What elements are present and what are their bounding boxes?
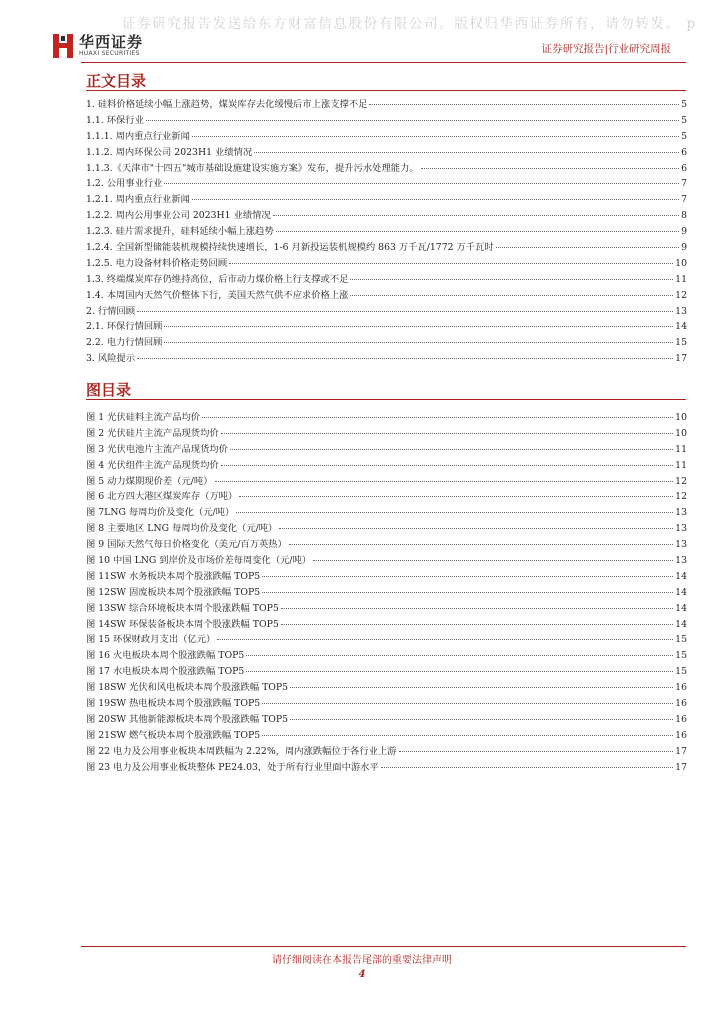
figure-entry-text: 图 1 光伏硅料主流产品均价 xyxy=(86,412,201,423)
figure-entry-page: 14 xyxy=(675,586,687,598)
toc-entry[interactable] xyxy=(86,175,687,191)
figure-entry-text: 图 14SW 环保装备板块本周个股涨跌幅 TOP5 xyxy=(86,618,279,630)
watermark-text: 证券研究报告发送给东方财富信息股份有限公司。版权归华西证券所有，请勿转发。 p xyxy=(122,16,697,32)
dot-leader xyxy=(202,417,673,418)
toc-entry[interactable] xyxy=(86,271,687,287)
dot-leader xyxy=(276,231,679,232)
dot-leader xyxy=(496,247,679,248)
figure-entry-page: 14 xyxy=(675,602,687,614)
toc-entry-page: 7 xyxy=(681,178,687,190)
dot-leader xyxy=(137,358,673,359)
dot-leader xyxy=(421,168,679,169)
figure-entry-page: 10 xyxy=(675,412,687,423)
toc-entry[interactable] xyxy=(86,334,687,350)
dot-leader xyxy=(350,295,673,296)
figure-entry[interactable] xyxy=(86,695,687,711)
dot-leader xyxy=(236,512,673,513)
figure-entry-page: 17 xyxy=(675,761,687,773)
toc-entry-text: 1.2.5. 电力设备材料价格走势回顾 xyxy=(86,257,228,269)
toc-entry-text: 1.2.1. 周内重点行业新闻 xyxy=(86,194,190,206)
dot-leader xyxy=(262,576,673,577)
figure-entry-text: 图 6 北方四大港区煤炭库存（万吨） xyxy=(86,491,238,503)
dot-leader xyxy=(369,104,679,105)
dot-leader xyxy=(221,465,673,466)
toc-entry-page: 8 xyxy=(681,210,687,222)
figure-entry-page: 13 xyxy=(675,555,687,567)
figure-entry-text: 图 5 动力煤期现价差（元/吨） xyxy=(86,475,213,487)
figure-entry-page: 10 xyxy=(675,427,687,439)
header-divider xyxy=(81,62,686,63)
toc-entry[interactable] xyxy=(86,128,687,144)
dot-leader xyxy=(192,136,679,137)
figure-entry-text: 图 13SW 综合环境板块本周个股涨跌幅 TOP5 xyxy=(86,602,279,614)
dot-leader xyxy=(290,719,673,720)
figure-entry[interactable] xyxy=(86,743,687,759)
toc-entry-page: 10 xyxy=(675,257,687,269)
toc-entry[interactable] xyxy=(86,287,687,303)
figure-entry-page: 16 xyxy=(675,698,687,710)
toc-entry-page: 12 xyxy=(675,289,687,301)
dot-leader xyxy=(229,263,673,264)
toc-entry-text: 2.2. 电力行情回顾 xyxy=(86,337,163,349)
toc-entry-page: 7 xyxy=(681,194,687,206)
figure-entry-text: 图 21SW 燃气板块本周个股涨跌幅 TOP5 xyxy=(86,729,261,741)
figure-entry-page: 16 xyxy=(675,729,687,741)
toc-entry-text: 1.1. 环保行业 xyxy=(86,114,144,126)
dot-leader xyxy=(230,449,673,450)
dot-leader xyxy=(137,311,673,312)
toc-entry-page: 9 xyxy=(681,226,687,238)
figure-entry[interactable] xyxy=(86,647,687,663)
toc-entry-page: 15 xyxy=(675,337,687,349)
company-logo xyxy=(52,33,143,59)
toc-entry[interactable] xyxy=(86,207,687,223)
dot-leader xyxy=(399,751,674,752)
figure-entry-text: 图 18SW 光伏和风电板块本周个股涨跌幅 TOP5 xyxy=(86,682,289,694)
figure-entry-page: 15 xyxy=(675,650,687,662)
dot-leader xyxy=(164,326,673,327)
page-number: 4 xyxy=(358,969,366,980)
figure-entry-text: 图 8 主要地区 LNG 每周均价及变化（元/吨） xyxy=(86,523,278,535)
toc-entry-text: 1.4. 本周国内天然气价整体下行，美国天然气供不应求价格上涨 xyxy=(86,289,349,301)
dot-leader xyxy=(262,592,673,593)
dot-leader xyxy=(221,433,673,434)
figure-list xyxy=(86,409,687,774)
toc-entry-text: 1.1.1. 周内重点行业新闻 xyxy=(86,130,190,142)
toc-entry-page: 11 xyxy=(675,273,687,285)
figure-entry-page: 13 xyxy=(675,539,687,551)
figure-entry-page: 12 xyxy=(675,475,687,487)
toc-entry[interactable] xyxy=(86,318,687,334)
figure-entry[interactable] xyxy=(86,759,687,775)
figure-entry-text: 图 11SW 水务板块本周个股涨跌幅 TOP5 xyxy=(86,570,261,582)
figure-entry[interactable] xyxy=(86,457,687,473)
figure-entry-page: 15 xyxy=(675,634,687,646)
figure-entry-text: 图 12SW 固废板块本周个股涨跌幅 TOP5 xyxy=(86,586,261,598)
dot-leader xyxy=(289,544,673,545)
toc-entry[interactable] xyxy=(86,160,687,176)
figure-entry-page: 11 xyxy=(675,459,687,471)
figure-entry-text: 图 10 中国 LNG 到岸价及市场价差每周变化（元/吨） xyxy=(86,555,312,567)
dot-leader xyxy=(290,687,673,688)
figure-entry-text: 图 23 电力及公用事业板块整体 PE24.03，处于所有行业里面中游水平 xyxy=(86,761,379,773)
toc-title: 正文目录 xyxy=(86,72,147,90)
figure-title-divider xyxy=(86,399,686,400)
dot-leader xyxy=(279,528,673,529)
toc-entry-text: 2. 行情回顾 xyxy=(86,305,136,317)
toc-list xyxy=(86,96,687,366)
figure-entry-text: 图 20SW 其他新能源板块本周个股涨跌幅 TOP5 xyxy=(86,713,289,725)
toc-entry[interactable] xyxy=(86,191,687,207)
legal-notice: 请仔细阅读在本报告尾部的重要法律声明 xyxy=(272,955,452,966)
dot-leader xyxy=(262,703,673,704)
toc-entry-text: 1.2.3. 硅片需求提升，硅料延续小幅上涨趋势 xyxy=(86,226,274,238)
toc-entry[interactable] xyxy=(86,112,687,128)
figure-entry-text: 图 3 光伏电池片主流产品现货均价 xyxy=(86,443,228,455)
dot-leader xyxy=(164,183,679,184)
figure-entry-page: 14 xyxy=(675,618,687,630)
toc-entry[interactable] xyxy=(86,96,687,112)
dot-leader xyxy=(350,279,673,280)
dot-leader xyxy=(215,481,674,482)
dot-leader xyxy=(281,608,673,609)
toc-entry[interactable] xyxy=(86,303,687,319)
figure-entry[interactable] xyxy=(86,536,687,552)
figure-entry[interactable] xyxy=(86,600,687,616)
figure-entry-page: 16 xyxy=(675,682,687,694)
dot-leader xyxy=(246,671,673,672)
dot-leader xyxy=(281,624,673,625)
figure-entry-page: 13 xyxy=(675,523,687,535)
toc-entry-text: 1.2.2. 周内公用事业公司 2023H1 业绩情况 xyxy=(86,210,271,222)
toc-title-divider xyxy=(86,90,686,91)
figure-entry[interactable] xyxy=(86,727,687,743)
figure-entry[interactable] xyxy=(86,409,687,425)
figure-entry[interactable] xyxy=(86,552,687,568)
toc-entry-text: 1.2.4. 全国新型储能装机规模持续快速增长，1-6 月新投运装机规模约 863 万千瓦/1772 万千瓦时 xyxy=(86,242,494,254)
figure-entry[interactable] xyxy=(86,584,687,600)
figure-entry[interactable] xyxy=(86,568,687,584)
logo-name-en: HUAXI SECURITIES xyxy=(79,50,140,57)
figure-entry-text: 图 9 国际天然气每日价格变化（美元/百万英热） xyxy=(86,539,287,551)
figure-entry-page: 11 xyxy=(675,443,687,455)
toc-entry-text: 1.1.2. 周内环保公司 2023H1 业绩情况 xyxy=(86,146,253,158)
dot-leader xyxy=(164,342,673,343)
figure-entry-text: 图 19SW 热电板块本周个股涨跌幅 TOP5 xyxy=(86,698,261,710)
toc-entry-page: 5 xyxy=(681,130,687,142)
dot-leader xyxy=(262,735,673,736)
toc-entry[interactable] xyxy=(86,255,687,271)
figure-entry[interactable] xyxy=(86,425,687,441)
toc-entry-page: 6 xyxy=(681,146,687,158)
figure-entry[interactable] xyxy=(86,616,687,632)
footer-divider xyxy=(81,946,686,947)
toc-entry-page: 13 xyxy=(675,305,687,317)
toc-entry-text: 1.1.3.《天津市"十四五"城市基础设施建设实施方案》发布，提升污水处理能力。 xyxy=(86,162,419,174)
dot-leader xyxy=(381,767,673,768)
toc-entry[interactable] xyxy=(86,350,687,366)
toc-entry-page: 5 xyxy=(681,99,687,110)
figure-entry-page: 12 xyxy=(675,491,687,503)
figure-entry[interactable] xyxy=(86,631,687,647)
figure-entry[interactable] xyxy=(86,504,687,520)
figure-entry-page: 13 xyxy=(675,507,687,519)
toc-entry-text: 2.1. 环保行情回顾 xyxy=(86,321,163,333)
figure-entry-text: 图 7LNG 每周均价及变化（元/吨） xyxy=(86,507,235,519)
dot-leader xyxy=(273,215,679,216)
figure-entry[interactable] xyxy=(86,663,687,679)
report-type-label: 证券研究报告|行业研究周报 xyxy=(541,43,671,55)
toc-entry-page: 17 xyxy=(675,353,687,365)
figure-entry-text: 图 16 火电板块本周个股涨跌幅 TOP5 xyxy=(86,650,245,662)
toc-entry-page: 9 xyxy=(681,242,687,254)
dot-leader xyxy=(246,655,673,656)
toc-entry-text: 1.2. 公用事业行业 xyxy=(86,178,163,190)
toc-entry-page: 6 xyxy=(681,162,687,174)
figure-entry[interactable] xyxy=(86,473,687,489)
figure-entry-page: 15 xyxy=(675,666,687,678)
figure-entry[interactable] xyxy=(86,679,687,695)
toc-entry-text: 1.3. 终端煤炭库存仍维持高位，后市动力煤价格上行支撑或不足 xyxy=(86,273,349,285)
figure-entry-page: 14 xyxy=(675,570,687,582)
dot-leader xyxy=(217,639,673,640)
figure-entry-text: 图 15 环保财政月支出（亿元） xyxy=(86,634,216,646)
toc-entry-text: 1. 硅料价格延续小幅上涨趋势，煤炭库存去化缓慢后市上涨支撑不足 xyxy=(86,99,368,110)
dot-leader xyxy=(254,152,679,153)
figure-entry-text: 图 4 光伏组件主流产品现货均价 xyxy=(86,459,219,471)
toc-entry-page: 14 xyxy=(675,321,687,333)
toc-entry[interactable] xyxy=(86,144,687,160)
dot-leader xyxy=(313,560,673,561)
figure-entry[interactable] xyxy=(86,711,687,727)
dot-leader xyxy=(146,120,679,121)
figure-list-title: 图目录 xyxy=(86,381,132,399)
logo-name-cn: 华西证券 xyxy=(79,33,144,51)
toc-entry-page: 5 xyxy=(681,114,687,126)
figure-entry-text: 图 22 电力及公用事业板块本周跌幅为 2.22%，周内涨跌幅位于各行业上游 xyxy=(86,745,397,757)
figure-entry[interactable] xyxy=(86,520,687,536)
toc-entry-text: 3. 风险提示 xyxy=(86,353,136,365)
toc-entry[interactable] xyxy=(86,239,687,255)
toc-entry[interactable] xyxy=(86,223,687,239)
figure-entry[interactable] xyxy=(86,441,687,457)
figure-entry-page: 17 xyxy=(675,745,687,757)
figure-entry-page: 16 xyxy=(675,713,687,725)
huaxi-logo-icon xyxy=(52,33,74,59)
dot-leader xyxy=(192,199,679,200)
figure-entry-text: 图 17 水电板块本周个股涨跌幅 TOP5 xyxy=(86,666,245,678)
figure-entry[interactable] xyxy=(86,488,687,504)
dot-leader xyxy=(239,496,673,497)
figure-entry-text: 图 2 光伏硅片主流产品现货均价 xyxy=(86,427,219,439)
